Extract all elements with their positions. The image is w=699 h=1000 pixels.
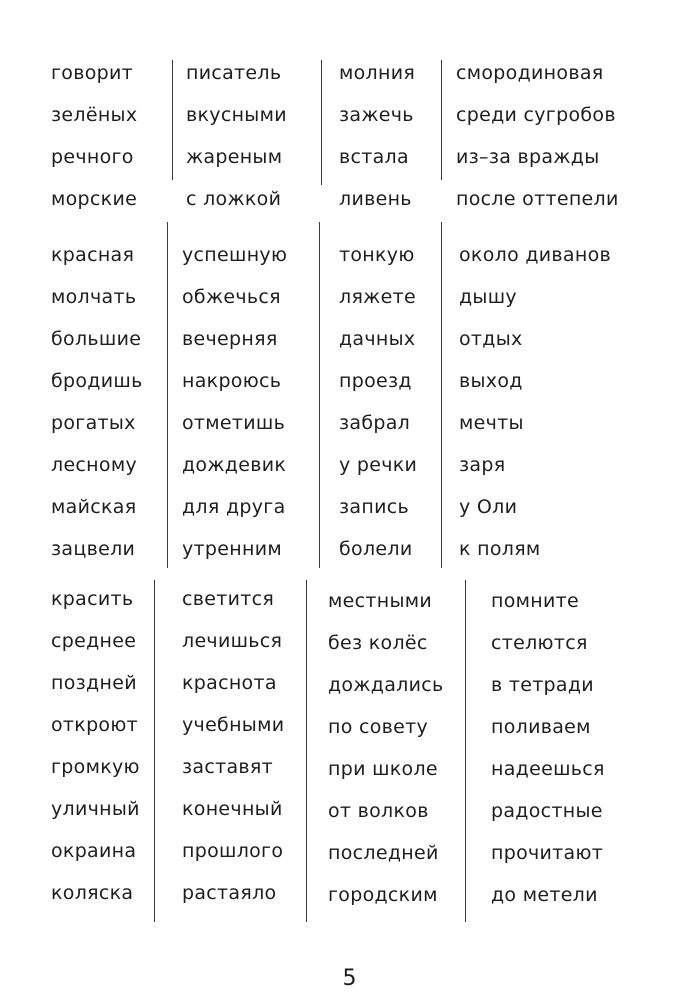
word: учебными [182, 714, 285, 736]
word: местными [328, 590, 433, 612]
word: зацвели [51, 538, 136, 560]
word: писатель [186, 62, 282, 84]
word: майская [51, 496, 137, 518]
word: для друга [182, 496, 286, 518]
word: дышу [459, 286, 517, 308]
word: последней [328, 842, 439, 864]
word: зелёных [51, 104, 138, 126]
word: поздней [51, 672, 137, 694]
word: при школе [328, 758, 438, 780]
word: прочитают [491, 842, 604, 864]
word: ливень [339, 188, 412, 210]
word: окраина [51, 840, 137, 862]
word: большие [51, 328, 142, 350]
word: забрал [339, 412, 411, 434]
word: прошлого [182, 840, 284, 862]
word: конечный [182, 798, 283, 820]
word: до метели [491, 884, 598, 906]
word: зажечь [339, 104, 414, 126]
word: около диванов [459, 244, 612, 266]
word: из–за вражды [456, 146, 600, 168]
word: среди сугробов [456, 104, 616, 126]
word: отметишь [182, 412, 286, 434]
column-divider [172, 60, 173, 180]
word: вкусными [186, 104, 287, 126]
word: накроюсь [182, 370, 282, 392]
word: поливаем [491, 716, 591, 738]
word: мечты [459, 412, 524, 434]
word: уличный [51, 798, 140, 820]
column-divider [465, 580, 466, 922]
word: громкую [51, 756, 140, 778]
word: с ложкой [186, 188, 282, 210]
word: обжечься [182, 286, 281, 308]
word: заставят [182, 756, 273, 778]
word: говорит [51, 62, 134, 84]
word: проезд [339, 370, 412, 392]
column-divider [306, 580, 307, 922]
word: надеешься [491, 758, 605, 780]
word: бродишь [51, 370, 143, 392]
column-divider [441, 222, 442, 568]
word: помните [491, 590, 580, 612]
word: откроют [51, 714, 139, 736]
word: рогатых [51, 412, 136, 434]
word: заря [459, 454, 506, 476]
column-divider [441, 60, 442, 180]
word: дачных [339, 328, 416, 350]
word: у Оли [459, 496, 518, 518]
column-divider [321, 60, 322, 185]
word: утренним [182, 538, 282, 560]
word: в тетради [491, 674, 594, 696]
word: речного [51, 146, 134, 168]
word: молчать [51, 286, 137, 308]
word: к полям [459, 538, 541, 560]
word: дождались [328, 674, 444, 696]
word: после оттепели [456, 188, 619, 210]
word: морские [51, 188, 138, 210]
word: лесному [51, 454, 138, 476]
word: лечишься [182, 630, 283, 652]
word: краснота [182, 672, 277, 694]
word: без колёс [328, 632, 428, 654]
word: успешную [182, 244, 288, 266]
word: радостные [491, 800, 603, 822]
word: смородиновая [456, 62, 604, 84]
word: ляжете [339, 286, 416, 308]
word: от волков [328, 800, 429, 822]
word: стелются [491, 632, 588, 654]
word: светится [182, 588, 275, 610]
word: запись [339, 496, 409, 518]
word: выход [459, 370, 523, 392]
word: тонкую [339, 244, 415, 266]
word: болели [339, 538, 413, 560]
word: встала [339, 146, 409, 168]
word: по совету [328, 716, 429, 738]
word: коляска [51, 882, 134, 904]
page-number: 5 [342, 966, 357, 991]
column-divider [319, 222, 320, 568]
word: среднее [51, 630, 137, 652]
word: молния [339, 62, 416, 84]
word: дождевик [182, 454, 287, 476]
column-divider [167, 222, 168, 568]
word: вечерняя [182, 328, 278, 350]
word: городским [328, 884, 438, 906]
word: у речки [339, 454, 418, 476]
word: отдых [459, 328, 523, 350]
word: растаяло [182, 882, 277, 904]
word: жареным [186, 146, 283, 168]
column-divider [154, 580, 155, 922]
word: красить [51, 588, 134, 610]
word: красная [51, 244, 135, 266]
